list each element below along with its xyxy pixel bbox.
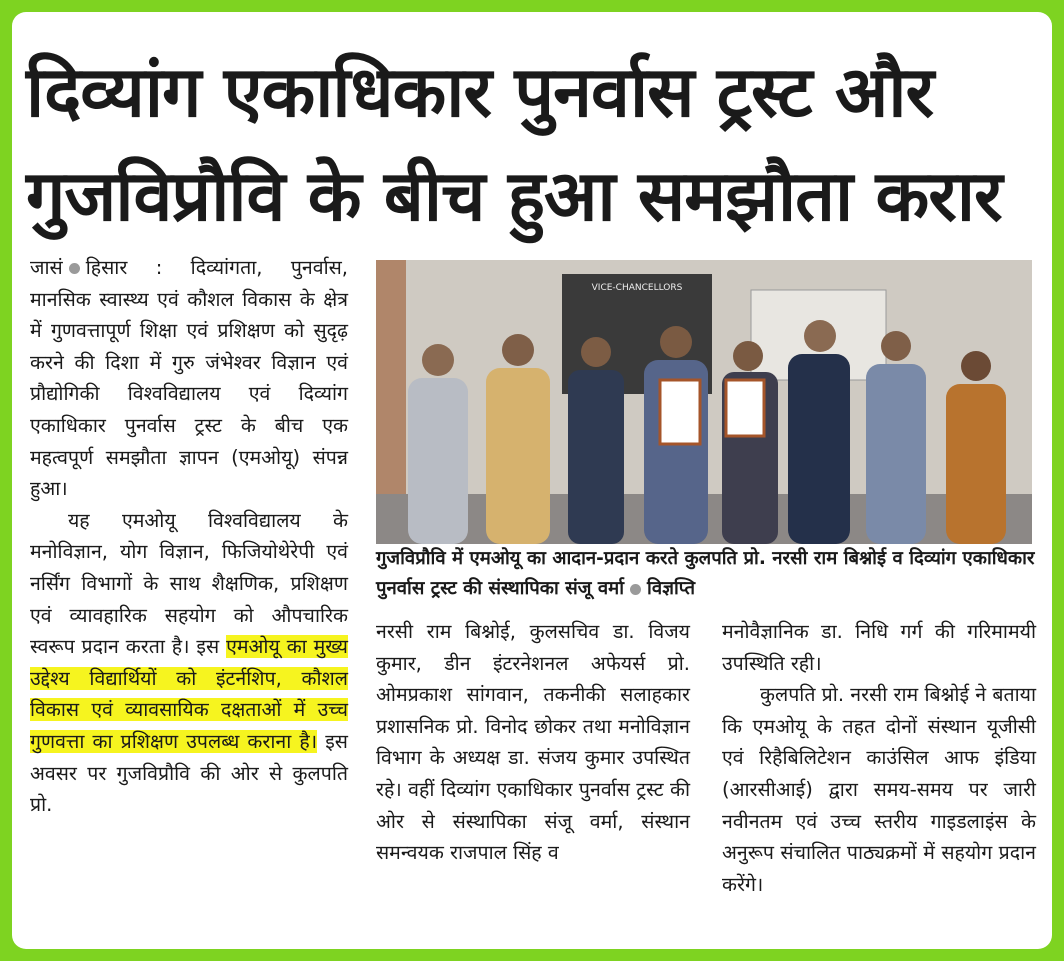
dateline-agency: जासं — [30, 256, 63, 279]
column-3-paragraph-1: मनोवैज्ञानिक डा. निधि गर्ग की गरिमामयी उपस्थिति रही। — [722, 620, 1036, 675]
caption-text: गुजविप्रौवि में एमओयू का आदान-प्रदान करते कुलपति प्रो. नरसी राम बिश्नोई व दिव्यांग एकाधिकार पुनर्वास ट्रस्ट की संस्थापिका संजू वर्मा — [376, 548, 1035, 599]
paragraph-2-text-start: यह एमओयू विश्वविद्यालय के मनोविज्ञान, योग विज्ञान, फिजियोथेरेपी एवं नर्सिंग विभागों के साथ शैक्षणिक, प्रशिक्षण एवं व्यावहारिक सहयोग को औपचारिक स्वरूप प्रदान करता है। इस — [30, 508, 348, 659]
paragraph-2-text-end: इस अवसर पर गुजविप्रौवि की ओर से कुलपति प्रो. — [30, 729, 348, 817]
headline — [26, 40, 1036, 248]
dateline-place: हिसार : — [85, 256, 163, 279]
column-2-paragraph: नरसी राम बिश्नोई, कुलसचिव डा. विजय कुमार, डीन इंटरनेशनल अफेयर्स प्रो. ओमप्रकाश सांगवान, तकनीकी सलाहकार प्रशासनिक प्रो. विनोद छोकर तथा मनोविज्ञान विभाग के अध्यक्ष डा. संजय कुमार उपस्थित रहे। वहीं दिव्यांग एकाधिकार पुनर्वास ट्रस्ट की ओर से संस्थापिका संजू वर्मा, संस्थान समन्वयक राजपाल सिंह व — [376, 620, 690, 865]
group-photo-illustration — [376, 260, 1032, 544]
article-column-3 — [722, 616, 1036, 900]
headline-line-1: दिव्यांग एकाधिकार पुनर्वास ट्रस्ट और — [26, 51, 934, 133]
article-column-2 — [376, 616, 690, 869]
bullet-dot-icon — [69, 263, 80, 274]
paragraph-2 — [30, 505, 348, 821]
newspaper-clipping — [12, 12, 1052, 949]
caption-credit: विज्ञप्ति — [647, 578, 696, 599]
column-3-paragraph-2: कुलपति प्रो. नरसी राम बिश्नोई ने बताया कि एमओयू के तहत दोनों संस्थान यूजीसी एवं रिहैबिलिटेशन काउंसिल आफ इंडिया (आरसीआई) द्वारा समय-समय पर जारी नवीनतम एवं उच्च स्तरीय गाइडलाइंस के अनुरूप संचालित पाठ्यक्रमों में सहयोग प्रदान करेंगे। — [722, 683, 1036, 896]
headline-line-2: गुजविप्रौवि के बीच हुआ समझौता करार — [26, 155, 1002, 237]
article-column-1 — [30, 252, 348, 821]
paragraph-1 — [30, 252, 348, 505]
paragraph-1-text: दिव्यांगता, पुनर्वास, मानसिक स्वास्थ्य एवं कौशल विकास के क्षेत्र में गुणवत्तापूर्ण शिक्षा एवं प्रशिक्षण को सुदृढ़ करने की दिशा में गुरु जंभेश्वर विज्ञान एवं प्रौद्योगिकी विश्वविद्यालय एवं दिव्यांग एकाधिकार पुनर्वास ट्रस्ट के बीच एक महत्वपूर्ण समझौता ज्ञापन (एमओयू) संपन्न हुआ। — [30, 256, 349, 501]
news-photo — [376, 260, 1032, 544]
highlighted-text: एमओयू का मुख्य उद्देश्य विद्यार्थियों को इंटर्नशिप, कौशल विकास एवं व्यावसायिक दक्षताओं में उच्च गुणवत्ता का प्रशिक्षण उपलब्ध कराना है। — [30, 635, 348, 753]
photo-caption — [376, 544, 1036, 604]
board-title: VICE-CHANCELLORS — [591, 283, 683, 293]
bullet-dot-icon — [630, 584, 641, 595]
